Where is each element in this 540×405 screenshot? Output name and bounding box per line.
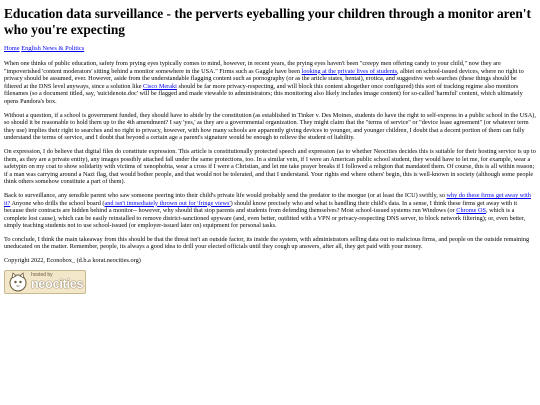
neocities-cat-icon	[8, 272, 28, 292]
breadcrumb-nav	[4, 45, 536, 53]
badge-hosted-by: hosted by	[31, 271, 53, 278]
home-link[interactable]: Home	[4, 45, 20, 52]
paragraph-4-text-a: Back to surveillance, any sensible parent who saw someone peering into their child's private life would probably send the predator to the morgue (or at least the ICU) swiftly, so	[4, 191, 447, 199]
firms-get-away-link[interactable]: why do these firms get away with it?	[4, 191, 531, 207]
category-link[interactable]: English News & Politics	[21, 45, 85, 52]
copyright-notice: Copyright 2022, Econobox_ (d.b.a korat.neocities.org)	[4, 257, 141, 265]
paragraph-5: To conclude, I think the main takeaway from this should be that the threat isn't an outside factor, its inside the system, with administrators selling data out to malicious firms, and people on the outside remaining uneducated on the matter. Remember, people, its always a good idea to drill your elected officials until they cough up answers, after all, they get paid with your money.	[4, 235, 530, 251]
paragraph-4	[4, 192, 536, 230]
neocities-badge[interactable]	[4, 270, 86, 294]
paragraph-1-text-a: When one thinks of public education, safety from prying eyes typically comes to mind, however, in recent years, the prying eyes haven't been "creepy men offering candy to your child," now they are "impoverished 'content moderators' sitting behind a monitor somewhere in the USA." Firms such as Gaggle have been	[4, 60, 501, 75]
paragraph-1-text-c: should be far more privacy-respecting, and will block this content altogether once configured) this sort of tracking regime also monitors filenames (so a document titled, say, 'suicidenote.doc' will be flagged and made viewable to administrators; this monitoring also likely includes image content) for so-called 'harmful' content, which ultimately opens Pandora's box.	[4, 82, 523, 105]
paragraph-4-text-c: ) should know precisely who and what is handling their child's data. In a sense, I think these firms get away with it because their contracts are hidden behind a monitor-- however, why should that stop parents and students from defending themselves? Most school-issued systems run Windows (or	[4, 199, 518, 215]
paragraph-1-text-b: , albiet on school-issued devices, where no right to privacy should be assumed, ever. However, aside from the understandable flagging content such as pornography (or as the article states, hentai), erotica, and suggestive web searches (these things should be filtered at the DNS level anyways, since a solution like	[4, 67, 524, 90]
article-title: Education data surveillance - the perverts eyeballing your children through a monitor aren't who you're expecting	[4, 6, 531, 37]
paragraph-2: Without a question, if a school is government funded, they should have to abide by the constitution (as established in Tinker v. Des Moines, students do have the right to self-express in a public school in the USA), so should it be reasonable to hold them up to the 4th amendment? I say 'yes,' as they are a governmental organization. They might claim that the "terms of service" or "device lease agreement" (or whatever term they use) implies their right to searches and no right to privacy, however, with how many schools are apparently giving devices to younger, and younger children, I doubt that a decent portion of them can fully understand the terms of service, and I doubt that beyond a certain age a parent's signature would be enough to relieve the student of liability.	[4, 111, 536, 142]
chrome-os-link[interactable]: Chrome OS	[456, 207, 486, 215]
fringe-views-link[interactable]: and isn't immediately thrown out for 'fringe views'	[104, 199, 231, 207]
paragraph-4-text-d: , which is a complete lost cause), which can be easily reinstalled to remove district-sanctioned spyware (and, even better, outfitted with a VPN or privacy-respecting DNS server, to block network filtering); or, even better, simply teaching students not to use school-issued (or employer-issued later on) equipment for personal tasks.	[4, 207, 526, 230]
cisco-meraki-link[interactable]: Cisco Meraki	[143, 82, 177, 90]
paragraph-3: On expression, I do believe that digital files do constitute expression. This article is constitutionally protected speech and expression (as to whether Neocities decides this is suitable for their hosting service is up to them, as they are a private entity), any images possibly attached fall under the same protections, too. In a similar vein, if I were an American public school student, they would have to let me, for example, wear a safetypin on my coat to show solidarity with victims of xenophobia, wear a cross if I were a Christian, and let me take prayer breaks if I followed a religion that mandated them. Of course, this is all within reason; if a man was carrying around a Nazi flag, that would bother people, and that would not be tolerated, and that I understand. Your rights end where others' begin, this is well-known in society (although some people think others somehow constitute a part of them).	[4, 147, 536, 186]
paragraph-1	[4, 60, 536, 106]
badge-neocities: neocities	[31, 276, 84, 291]
paragraph-4-text-b: Anyone who drills the school board (	[10, 199, 105, 207]
badge-text	[31, 273, 83, 291]
private-lives-link[interactable]: looking at the private lives of students	[301, 67, 398, 75]
